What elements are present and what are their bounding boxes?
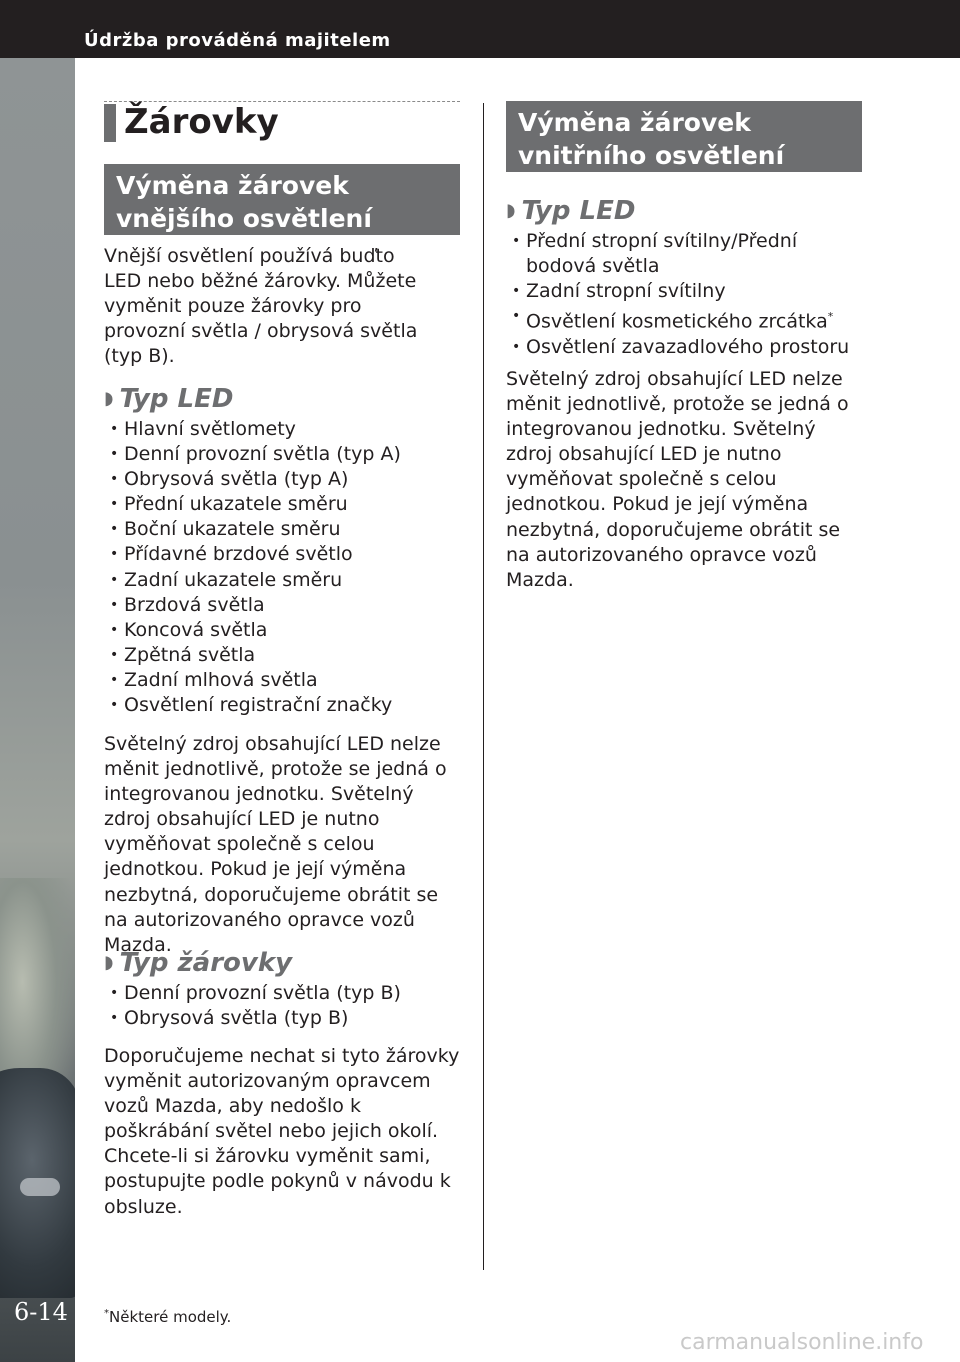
list-item: • Obrysová světla (typ B) [104, 1006, 454, 1031]
list-item: • Denní provozní světla (typ A) [104, 442, 454, 467]
exterior-bulb-text: Doporučujeme nechat si tyto žárovky vyměnit autorizovaným opravcem vozů Mazda, aby nedošlo k poškrábání světel nebo jejich okolí. Chcete-li si žárovku vyměnit sami, postupujte podle pokynů v návodu k obsluze. [104, 1045, 460, 1218]
watermark: carmanualsonline.info [680, 1330, 924, 1355]
list-item: • Zadní ukazatele směru [104, 568, 454, 593]
exterior-led-heading: ◗ Typ LED [104, 384, 234, 414]
triangle-icon: ◗ [506, 200, 516, 221]
list-item: • Denní provozní světla (typ B) [104, 981, 454, 1006]
title-marker [104, 104, 116, 142]
column-divider [483, 103, 484, 1270]
list-item: • Osvětlení zavazadlového prostoru [506, 335, 851, 360]
exterior-led-list [104, 417, 454, 718]
footnote: *Některé modely. [104, 1308, 232, 1326]
triangle-icon: ◗ [104, 952, 114, 973]
list-item: • Zadní mlhová světla [104, 668, 454, 693]
top-header-bar [0, 0, 960, 58]
exterior-bulb-heading: ◗ Typ žárovky [104, 948, 293, 978]
sidebar-photo [0, 58, 75, 1362]
list-item: • Přední stropní svítilny/Přední bodová světla [506, 229, 851, 279]
exterior-section-heading: Výměna žárovek vnějšího osvětlení [104, 164, 460, 235]
page-number: 6-14 [14, 1298, 68, 1326]
exterior-bulb-list [104, 981, 454, 1031]
interior-led-text: Světelný zdroj obsahující LED nelze měnit jednotlivě, protože se jedná o integrovanou jednotku. Světelný zdroj obsahující LED je nutno vyměňovat společně s celou jednotkou. Pokud je její výměna nezbytná, doporučujeme obrátit se na autorizovaného opravce vozů Mazda. [506, 368, 849, 591]
list-item: • Přední ukazatele směru [104, 492, 454, 517]
page-title: Žárovky [124, 102, 279, 142]
triangle-icon: ◗ [104, 388, 114, 409]
list-item: • Přídavné brzdové světlo [104, 542, 454, 567]
list-item: • Osvětlení kosmetického zrcátka* [506, 304, 851, 334]
section-header: Údržba prováděná majitelem [84, 30, 391, 51]
interior-led-heading: ◗ Typ LED [506, 196, 636, 226]
list-item: • Zadní stropní svítilny [506, 279, 851, 304]
list-item: • Boční ukazatele směru [104, 517, 454, 542]
list-item: • Brzdová světla [104, 593, 454, 618]
exterior-led-text: Světelný zdroj obsahující LED nelze měnit jednotlivě, protože se jedná o integrovanou jednotku. Světelný zdroj obsahující LED je nutno vyměňovat společně s celou jednotkou. Pokud je její výměna nezbytná, doporučujeme obrátit se na autorizovaného opravce vozů Mazda. [104, 733, 447, 956]
interior-section-heading: Výměna žárovek vnitřního osvětlení [506, 101, 862, 172]
list-item: • Hlavní světlomety [104, 417, 454, 442]
list-item: • Osvětlení registrační značky [104, 693, 454, 718]
list-item: • Koncová světla [104, 618, 454, 643]
list-item: • Obrysová světla (typ A) [104, 467, 454, 492]
list-item: • Zpětná světla [104, 643, 454, 668]
interior-led-list [506, 229, 851, 360]
exterior-intro: Vnější osvětlení používá buďto LED nebo běžné žárovky. Můžete vyměnit pouze žárovky pro provozní světla / obrysová světla (typ B). [104, 245, 418, 368]
